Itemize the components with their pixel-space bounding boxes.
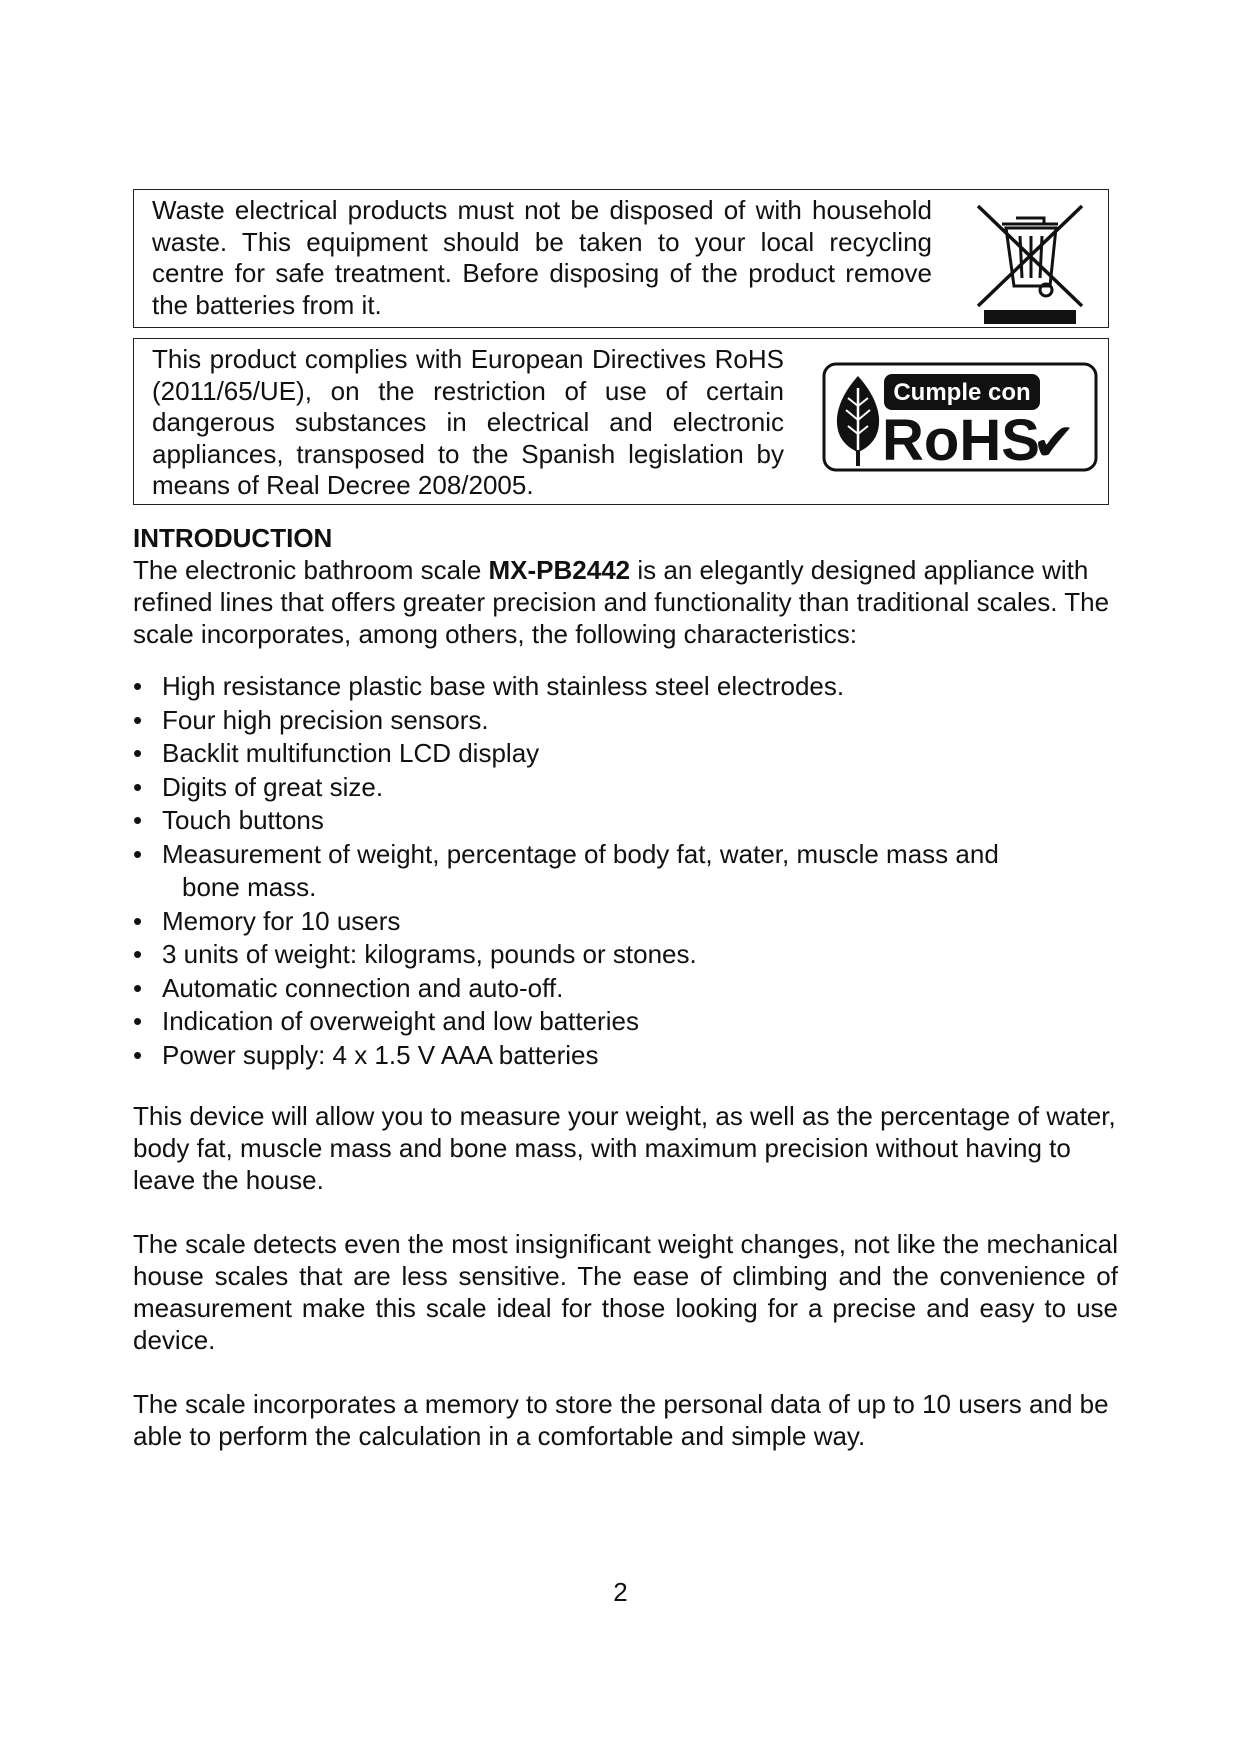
list-item: • High resistance plastic base with stainless steel electrodes. (133, 670, 1118, 704)
bullet-icon: • (133, 1039, 143, 1070)
introduction-section (133, 522, 1118, 1484)
list-item: • Touch buttons (133, 804, 1118, 838)
bullet-icon: • (133, 771, 143, 802)
bullet-icon: • (133, 1006, 143, 1036)
check-mark-icon: ✔ (1032, 413, 1076, 472)
list-item: • Four high precision sensors. (133, 704, 1118, 738)
list-item: • Memory for 10 users (133, 905, 1118, 939)
body-paragraph: The scale detects even the most insignificant weight changes, not like the mechanical house scales that are less sensitive. The ease of climbing and the convenience of measurement make this scale ideal for those looking for a precise and easy to use device. (133, 1229, 1118, 1355)
list-item: • 3 units of weight: kilograms, pounds or stones. (133, 938, 1118, 972)
weee-notice-box (133, 189, 1109, 328)
bullet-icon: • (133, 972, 143, 1003)
section-heading: INTRODUCTION (133, 523, 333, 553)
list-item: • Measurement of weight, percentage of body fat, water, muscle mass and bone mass. (133, 838, 999, 902)
rohs-logo-top-text: Cumple con (893, 379, 1031, 406)
rohs-compliance-logo (822, 362, 1098, 472)
list-item: • Indication of overweight and low batteries (133, 1005, 1118, 1039)
feature-list (133, 670, 1118, 1072)
bullet-icon: • (133, 738, 143, 768)
bullet-icon: • (133, 939, 143, 969)
rohs-logo-main-text: RoHS (882, 408, 1040, 472)
list-item: • Digits of great size. (133, 771, 1118, 805)
bullet-icon: • (133, 838, 143, 869)
page-number: 2 (613, 1577, 628, 1607)
list-item: • Backlit multifunction LCD display (133, 737, 1118, 771)
crossed-out-wheelie-bin-icon (970, 198, 1090, 324)
rohs-notice-text: This product complies with European Directives RoHS (2011/65/UE), on the restriction of use of certain dangerous substances in electrical and electronic appliances, transposed to the Spanish legislation by means of Real Decree 208/2005. (152, 344, 784, 500)
bullet-icon: • (133, 905, 143, 936)
list-item: • Automatic connection and auto-off. (133, 972, 1118, 1006)
body-paragraph: The scale incorporates a memory to store the personal data of up to 10 users and be able to perform the calculation in a comfortable and simple way. (133, 1389, 1109, 1451)
model-name: MX-PB2442 (488, 555, 631, 585)
list-item: • Power supply: 4 x 1.5 V AAA batteries (133, 1039, 1118, 1073)
weee-notice-text: Waste electrical products must not be disposed of with household waste. This equipment should be taken to your local recycling centre for safe treatment. Before disposing of the product remove the batteries from it. (152, 195, 932, 320)
intro-paragraph: The electronic bathroom scale MX-PB2442 is an elegantly designed appliance with refined lines that offers greater precision and functionality than traditional scales. The scale incorporates, among others, the following characteristics: (133, 555, 1110, 649)
rohs-notice-box (133, 338, 1109, 505)
bullet-icon: • (133, 671, 143, 701)
body-paragraph: This device will allow you to measure your weight, as well as the percentage of water, body fat, muscle mass and bone mass, with maximum precision without having to leave the house. (133, 1101, 1116, 1195)
bullet-icon: • (133, 704, 143, 735)
bullet-icon: • (133, 805, 143, 835)
